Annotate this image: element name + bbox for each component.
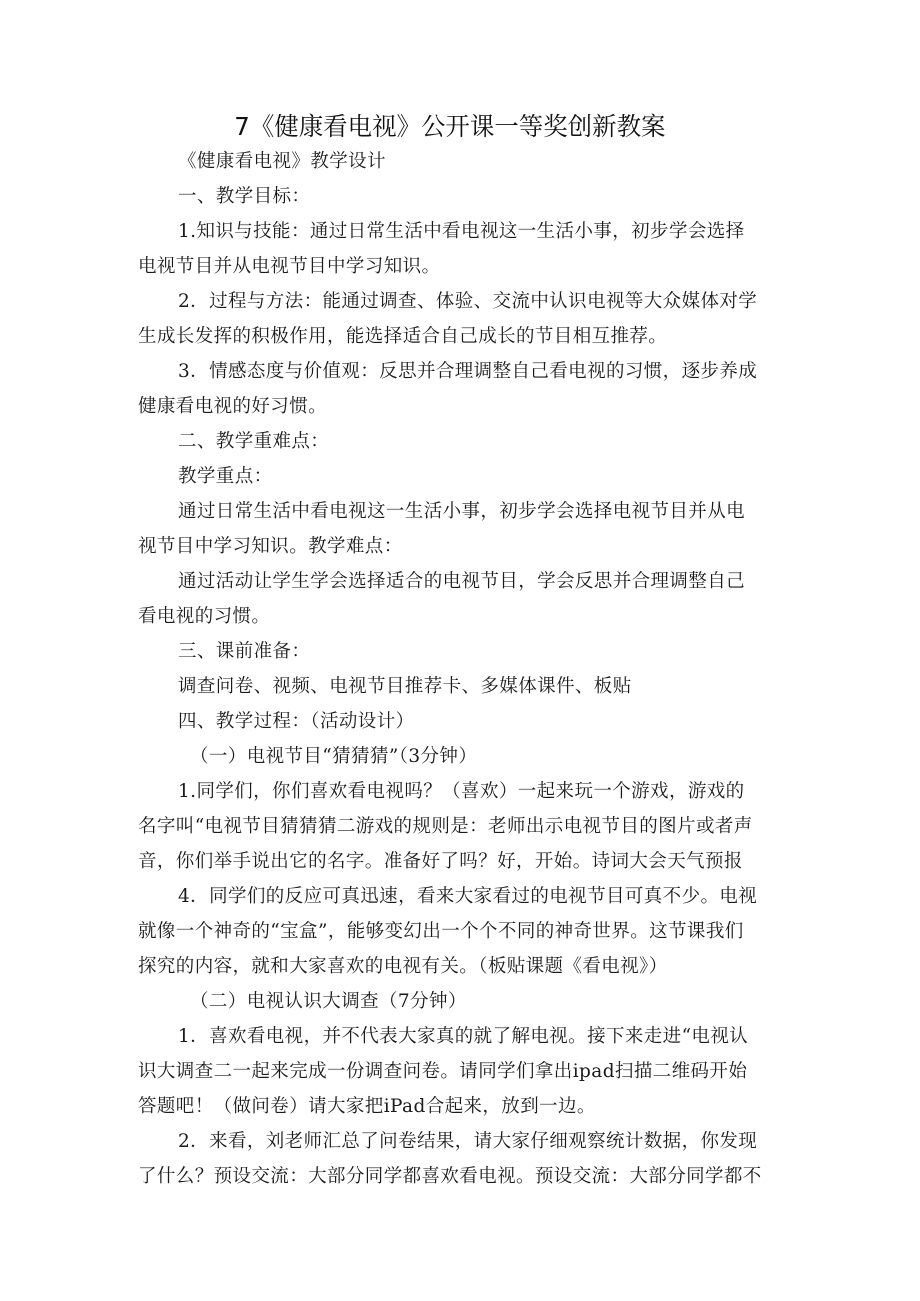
paragraph-line: 通过日常生活中看电视这一生活小事，初步学会选择电视节目并从电 <box>178 501 746 522</box>
subsection-heading: （二）电视认识大调查（7分钟） <box>190 991 467 1012</box>
paragraph-line: 名字叫“电视节目猜猜猜二游戏的规则是：老师出示电视节目的图片或者声 <box>138 816 753 837</box>
section-heading: 四、教学过程：（活动设计） <box>178 711 415 732</box>
paragraph-line: 答题吧！（做问卷）请大家把iPad合起来，放到一边。 <box>138 1096 596 1117</box>
paragraph-line: 2．来看，刘老师汇总了问卷结果，请大家仔细观察统计数据，你发现 <box>178 1131 758 1152</box>
subtitle-line: 《健康看电视》教学设计 <box>178 151 386 172</box>
paragraph-line: 3．情感态度与价值观：反思并合理调整自己看电视的习惯，逐步养成 <box>178 361 758 382</box>
paragraph-line: 生成长发挥的积极作用，能选择适合自己成长的节目相互推荐。 <box>138 326 668 347</box>
paragraph-line: 视节目中学习知识。教学难点： <box>138 536 403 557</box>
paragraph-line: 1.同学们，你们喜欢看电视吗？（喜欢）一起来玩一个游戏，游戏的 <box>178 781 745 802</box>
section-heading: 一、教学目标： <box>178 186 311 207</box>
subheading-line: 教学重点： <box>178 466 273 487</box>
paragraph-line: 识大调查二一起来完成一份调查问卷。请同学们拿出ipad扫描二维码开始 <box>138 1061 748 1082</box>
paragraph-line: 调查问卷、视频、电视节目推荐卡、多媒体课件、板贴 <box>178 676 632 697</box>
paragraph-line: 音，你们举手说出它的名字。准备好了吗？好，开始。诗词大会天气预报 <box>138 851 743 872</box>
paragraph-line: 1.知识与技能：通过日常生活中看电视这一生活小事，初步学会选择 <box>178 221 745 242</box>
document-title: 7《健康看电视》公开课一等奖创新教案 <box>234 112 666 141</box>
paragraph-line: 了什么？预设交流：大部分同学都喜欢看电视。预设交流：大部分同学都不 <box>138 1166 762 1187</box>
paragraph-line: 4．同学们的反应可真迅速，看来大家看过的电视节目可真不少。电视 <box>178 886 758 907</box>
paragraph-line: 探究的内容，就和大家喜欢的电视有关。（板贴课题《看电视》） <box>138 956 668 977</box>
paragraph-line: 1．喜欢看电视，并不代表大家真的就了解电视。接下来走进“电视认 <box>178 1026 749 1047</box>
paragraph-line: 看电视的习惯。 <box>138 606 271 627</box>
paragraph-line: 就像一个神奇的“宝盒”，能够变幻出一个个不同的神奇世界。这节课我们 <box>138 921 744 942</box>
paragraph-line: 2．过程与方法：能通过调查、体验、交流中认识电视等大众媒体对学 <box>178 291 758 312</box>
subsection-heading: （一）电视节目“猜猜猜”（3分钟） <box>190 746 478 767</box>
section-heading: 二、教学重难点： <box>178 431 330 452</box>
paragraph-line: 健康看电视的好习惯。 <box>138 396 328 417</box>
paragraph-line: 通过活动让学生学会选择适合的电视节目，学会反思并合理调整自己 <box>178 571 746 592</box>
section-heading: 三、课前准备： <box>178 641 311 662</box>
paragraph-line: 电视节目并从电视节目中学习知识。 <box>138 256 441 277</box>
